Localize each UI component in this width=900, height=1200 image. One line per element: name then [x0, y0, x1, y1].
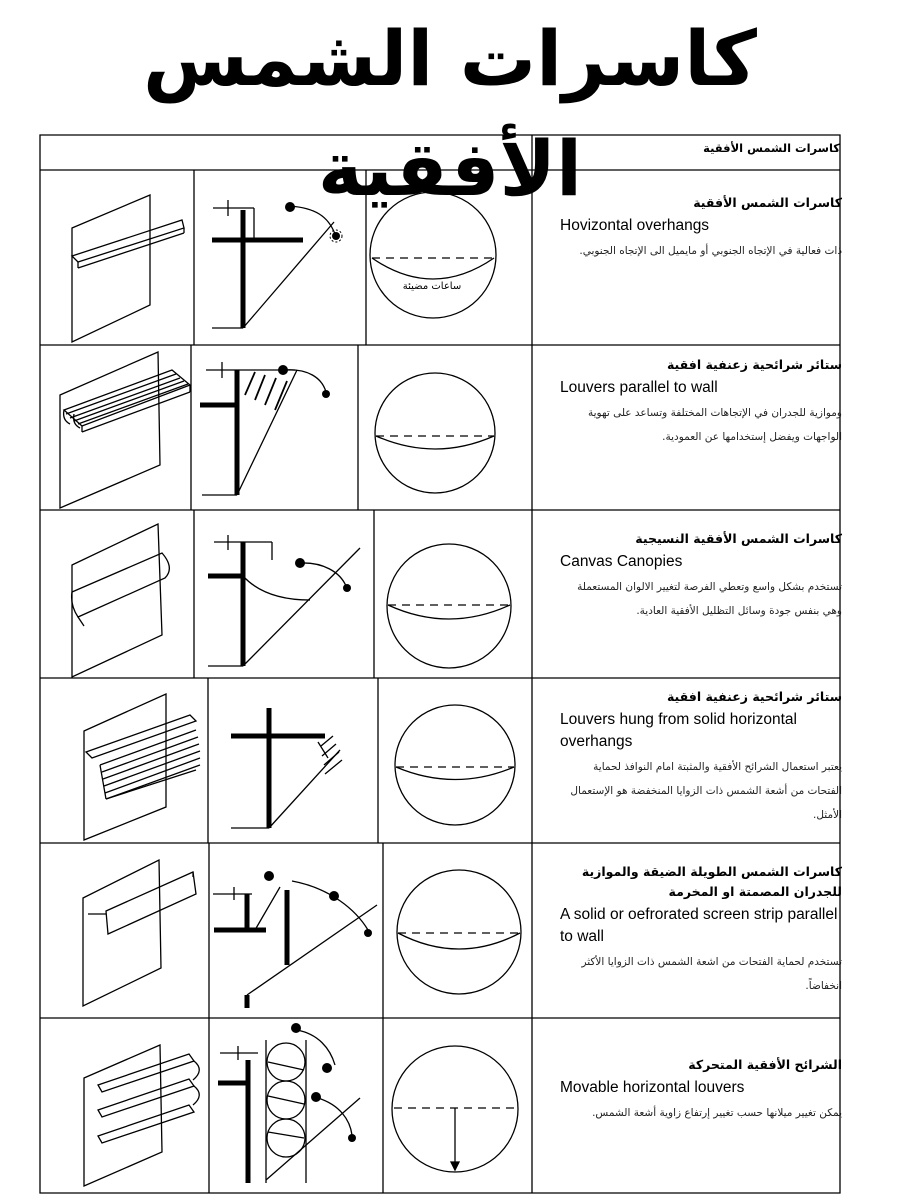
row6-perspective [84, 1045, 199, 1186]
sun-icon [264, 871, 274, 881]
row-3-text [560, 529, 842, 623]
row-6-en-title: Movable horizontal louvers [560, 1079, 745, 1096]
row2-section [200, 362, 326, 495]
row-1-ar-desc: ذات فعالية في الإتجاه الجنوبي أو مايميل الى الإتجاه الجنوبي. [579, 245, 842, 257]
row6-section [218, 1030, 360, 1183]
table-header-label: كاسرات الشمس الأفقية [703, 141, 840, 155]
row-2-ar-title: ستائر شرائحية زعنفية افقية [666, 357, 842, 372]
row-3-ar-desc: تستخدم بشكل واسع وتعطي الفرصة لتغيير الالوان المستعملة وهي بنفس جودة وسائل التظليل الأفقية العادية. [577, 581, 842, 617]
row1-section [212, 200, 335, 328]
page-title: كاسرات الشمس الأفقية [143, 14, 757, 213]
sun-icon [311, 1092, 321, 1102]
sun-path-sphere-icon [375, 373, 495, 493]
row4-section [231, 708, 342, 828]
row1-perspective [72, 195, 184, 342]
row-1-en-title: Hovizontal overhangs [560, 217, 710, 234]
row-5-ar-desc: تستخدم لحماية الفتحات من اشعة الشمس ذات الزوايا الأكثر انخفاضاً. [581, 956, 842, 992]
sun-path-sphere-icon [392, 1046, 518, 1172]
row-5-ar-title: كاسرات الشمس الطويلة الضيقة والموازية للجدران المصمتة او المخرمة [581, 864, 842, 899]
row5-perspective [83, 860, 196, 1006]
row-1-text [560, 193, 842, 263]
sun-icon [329, 891, 339, 901]
sun-icon [330, 230, 342, 242]
sun-icon [295, 558, 305, 568]
sun-hours-label: ساعات مضيئة [402, 281, 462, 292]
sun-icon [278, 365, 288, 375]
row-2-ar-desc: وموازية للجدران في الإتجاهات المختلفة وتساعد على تهوية الواجهات ويفضل إستخدامها عن العمودية. [588, 407, 842, 443]
row-6-ar-desc: يمكن تغيير ميلانها حسب تغيير إرتفاع زاوية أشعة الشمس. [592, 1107, 842, 1119]
row-5-text [560, 862, 842, 998]
sun-path-sphere-icon [397, 870, 521, 994]
sun-path-sphere-icon [387, 544, 511, 668]
row-3-en-title: Canvas Canopies [560, 553, 683, 570]
row3-perspective [72, 524, 170, 677]
sun-icon [285, 202, 295, 212]
row-4-text [560, 687, 842, 827]
row-4-en-title: Louvers hung from solid horizontal overhangs [560, 711, 797, 750]
table-frame [40, 135, 840, 1193]
sun-icon [343, 584, 351, 592]
row-2-en-title: Louvers parallel to wall [560, 379, 718, 396]
row3-section [208, 535, 360, 666]
row-4-ar-desc: يعتبر استعمال الشرائح الأفقية والمثبتة امام النوافذ لحماية الفتحات من أشعة الشمس ذات الزوايا المنخفضة هو الإستعمال الأمثل. [570, 761, 842, 821]
sun-icon [322, 1063, 332, 1073]
sun-icon [364, 929, 372, 937]
sun-icon [348, 1134, 356, 1142]
sun-path-sphere-icon [370, 192, 496, 318]
row5-section [213, 881, 377, 1008]
row-6-ar-title: الشرائح الأفقية المتحركة [688, 1057, 842, 1072]
row2-perspective [60, 352, 190, 508]
row-5-en-title: A solid or oefrorated screen strip parallel to wall [560, 906, 838, 945]
sun-icon [291, 1023, 301, 1033]
row-2-text [560, 355, 842, 449]
row4-perspective [84, 694, 200, 840]
row-4-ar-title: ستائر شرائحية زعنفية افقية [666, 689, 842, 704]
sun-icon [322, 390, 330, 398]
row-1-ar-title: كاسرات الشمس الأفقية [693, 195, 842, 210]
row-6-text [560, 1055, 842, 1125]
sun-path-sphere-icon [395, 705, 515, 825]
row-3-ar-title: كاسرات الشمس الأفقية النسيجية [635, 531, 842, 546]
